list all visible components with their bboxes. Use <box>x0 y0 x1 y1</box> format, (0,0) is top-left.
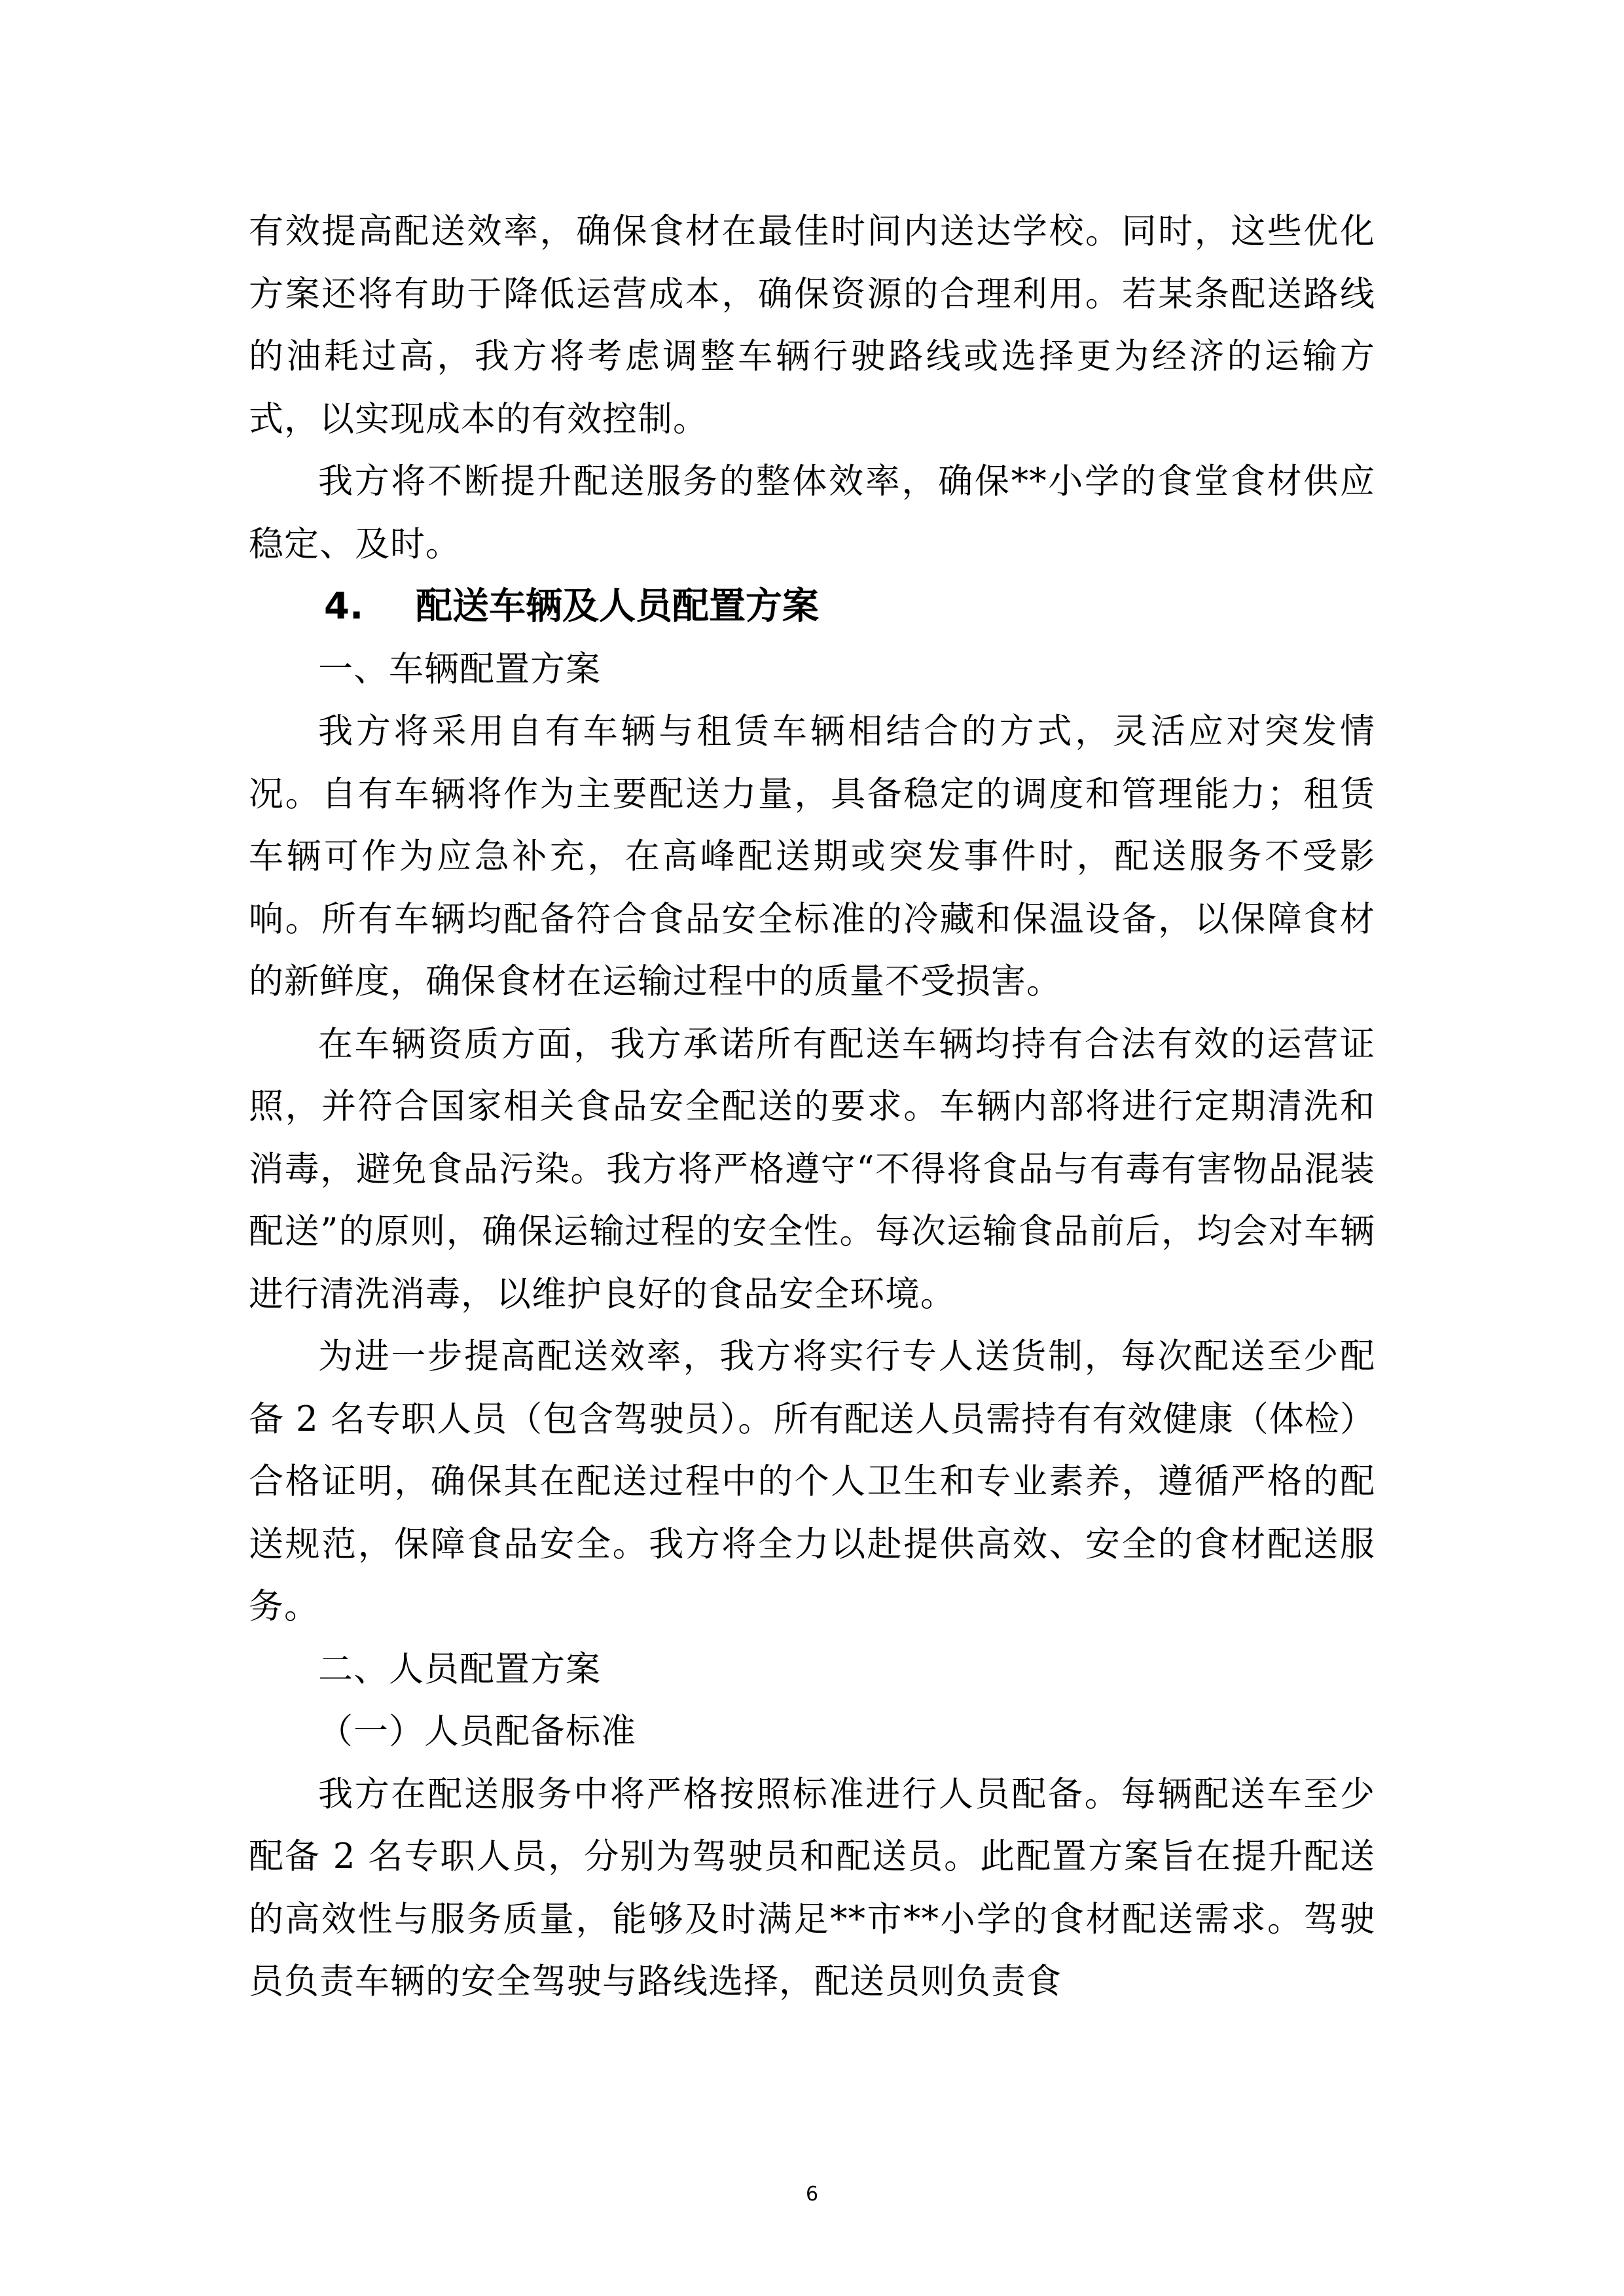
page-number: 6 <box>805 2183 819 2206</box>
section-heading <box>249 575 1375 638</box>
section-number: 4. <box>324 585 364 628</box>
subheading-personnel: 二、人员配置方案 <box>318 1649 601 1689</box>
section-title: 配送车辆及人员配置方案 <box>416 585 819 628</box>
paragraph-delivery-staff: 为进一步提高配送效率，我方将实行专人送货制，每次配送至少配备 2 名专职人员（包含驾驶员）。所有配送人员需持有有效健康（体检）合格证明，确保其在配送过程中的个人卫生和专业素养，遵循严格的配送规范，保障食品安全。我方将全力以赴提供高效、安全的食材配送服务。 <box>249 1336 1375 1626</box>
subheading-staff-standard: （一）人员配备标准 <box>318 1712 636 1751</box>
paragraph-vehicle-qualification: 在车辆资质方面，我方承诺所有配送车辆均持有合法有效的运营证照，并符合国家相关食品安全配送的要求。车辆内部将进行定期清洗和消毒，避免食品污染。我方将严格遵守“不得将食品与有毒有害物品混装配送”的原则，确保运输过程的安全性。每次运输食品前后，均会对车辆进行清洗消毒，以维护良好的食品安全环境。 <box>249 1024 1375 1314</box>
paragraph-staff-standard: 我方在配送服务中将严格按照标准进行人员配备。每辆配送车至少配备 2 名专职人员，分别为驾驶员和配送员。此配置方案旨在提升配送的高效性与服务质量，能够及时满足**市**小学的食材配送需求。驾驶员负责车辆的安全驾驶与路线选择，配送员则负责食 <box>249 1774 1375 2001</box>
paragraph-route-optimization: 有效提高配送效率，确保食材在最佳时间内送达学校。同时，这些优化方案还将有助于降低运营成本，确保资源的合理利用。若某条配送路线的油耗过高，我方将考虑调整车辆行驶路线或选择更为经济的运输方式，以实现成本的有效控制。 <box>249 211 1375 439</box>
subheading-vehicle: 一、车辆配置方案 <box>318 649 601 689</box>
paragraph-efficiency: 我方将不断提升配送服务的整体效率，确保**小学的食堂食材供应稳定、及时。 <box>249 461 1375 564</box>
page-content <box>249 200 1375 2013</box>
paragraph-vehicle-mix: 我方将采用自有车辆与租赁车辆相结合的方式，灵活应对突发情况。自有车辆将作为主要配送力量，具备稳定的调度和管理能力；租赁车辆可作为应急补充，在高峰配送期或突发事件时，配送服务不受影响。所有车辆均配备符合食品安全标准的冷藏和保温设备，以保障食材的新鲜度，确保食材在运输过程中的质量不受损害。 <box>249 711 1375 1001</box>
